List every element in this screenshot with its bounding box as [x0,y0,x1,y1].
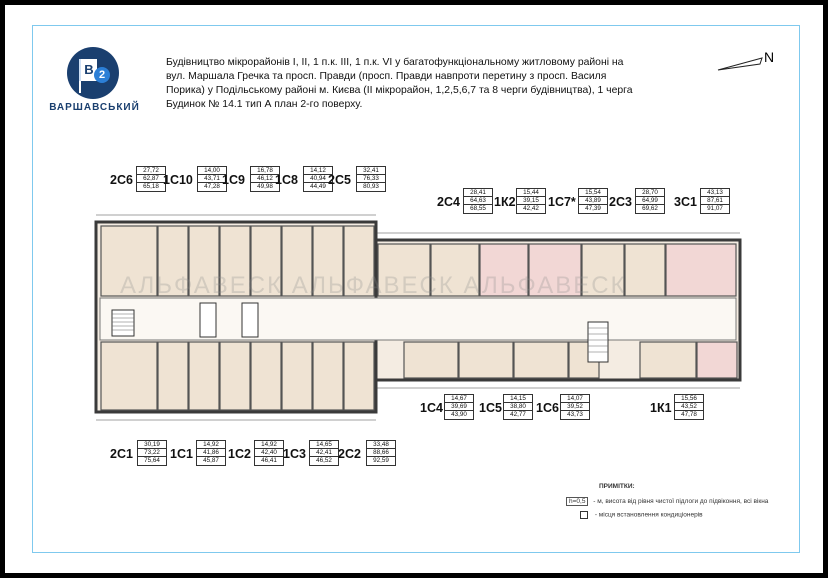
unit-card-1c3[interactable] [283,440,335,472]
legend-title: ПРИМІТКИ: [599,483,635,490]
unit-card-1c4[interactable] [420,394,472,426]
unit-card-1c8[interactable] [275,166,327,198]
unit-area-total: 43,52 [675,403,703,411]
unit-area-total: 39,15 [517,197,545,205]
unit-code: 1К2 [494,195,516,209]
unit-areas [137,440,167,466]
ac-square-icon [580,511,588,519]
unit-area-gross: 43,73 [567,411,583,419]
unit-areas [503,394,533,420]
unit-code: 2С3 [609,195,632,209]
unit-area-living: 14,15 [504,395,532,403]
unit-area-living: 14,92 [197,441,225,449]
logo-number: 2 [94,67,110,83]
unit-code: 2С2 [338,447,361,461]
unit-area-living: 16,78 [251,167,279,175]
unit-area-total: 64,63 [464,197,492,205]
unit-card-2c1[interactable] [110,440,160,472]
unit-card-1c2[interactable] [228,440,280,472]
unit-code: 2С1 [110,447,133,461]
description-line: Порика) у Подільському районі м. Києва (ІІ мікрорайон, 1,2,5,6,7 та 8 черги будівництва), 1 черга [166,85,633,96]
unit-code: 2С4 [437,195,460,209]
unit-areas [578,188,608,214]
unit-code: 1С1 [170,447,193,461]
unit-area-living: 14,65 [310,441,338,449]
unit-areas [516,188,546,214]
logo-letter: B [79,59,97,81]
unit-area-total: 43,71 [198,175,226,183]
unit-card-1k2[interactable] [494,188,546,220]
unit-area-gross: 47,28 [204,183,220,191]
unit-code: 1С8 [275,173,298,187]
unit-area-total: 87,61 [701,197,729,205]
legend-row-height [566,497,768,506]
unit-area-living: 28,41 [464,189,492,197]
unit-area-total: 73,22 [138,449,166,457]
unit-area-living: 15,54 [579,189,607,197]
unit-area-total: 42,41 [310,449,338,457]
unit-area-living: 15,44 [517,189,545,197]
unit-area-gross: 49,98 [257,183,273,191]
unit-areas [463,188,493,214]
unit-area-total: 62,87 [137,175,165,183]
unit-area-living: 14,07 [561,395,589,403]
unit-area-gross: 46,41 [261,457,277,465]
unit-card-2c5[interactable] [328,166,380,198]
unit-area-living: 15,56 [675,395,703,403]
unit-code: 2С6 [110,173,133,187]
unit-areas [254,440,284,466]
legend-ac-text: - місця встановлення кондиціонерів [594,511,703,519]
legend-h-label: h=0,5 [566,497,588,506]
unit-areas [444,394,474,420]
description-line: Будинок № 14.1 тип А план 2-го поверху. [166,99,363,110]
unit-code: 1С9 [222,173,245,187]
unit-areas [674,394,704,420]
unit-area-living: 14,92 [255,441,283,449]
watermark: АЛЬФАВЕСК АЛЬФАВЕСК АЛЬФАВЕСК [120,272,627,299]
brand-name: ВАРШАВСЬКИЙ [49,102,140,113]
unit-card-2c4[interactable] [437,188,489,220]
unit-area-total: 39,52 [561,403,589,411]
unit-code: 1С7* [548,195,576,209]
unit-area-gross: 43,90 [451,411,467,419]
legend-h-text: - м, висота від рівня чистої підлоги до підвіконня, всі вікна [593,498,769,505]
unit-area-living: 30,19 [138,441,166,449]
unit-areas [309,440,339,466]
unit-area-living: 14,00 [198,167,226,175]
unit-area-gross: 42,42 [523,205,539,213]
unit-area-gross: 42,77 [510,411,526,419]
description-line: Будівництво мікрорайонів І, ІІ, 1 п.к. ІІІ, 1 п.к. VІ у багатофункціональному житловому районі на [166,57,624,68]
unit-card-2c3[interactable] [609,188,667,220]
unit-area-total: 43,89 [579,197,607,205]
unit-code: 2С5 [328,173,351,187]
unit-area-total: 39,69 [445,403,473,411]
unit-areas [635,188,665,214]
unit-code: 1С6 [536,401,559,415]
unit-code: 1С4 [420,401,443,415]
unit-areas [196,440,226,466]
unit-card-1k1[interactable] [650,394,700,426]
unit-code: 1С2 [228,447,251,461]
description-line: вул. Маршала Гречка та просп. Правди (просп. Правди навпроти перетину з просп. Василя [166,71,607,82]
unit-card-2c2[interactable] [338,440,394,472]
unit-area-gross: 65,18 [143,183,159,191]
unit-card-1c10[interactable] [163,166,221,198]
north-label: N [764,49,775,65]
unit-areas [366,440,396,466]
unit-code: 1К1 [650,401,672,415]
unit-code: 1С10 [163,173,193,187]
unit-area-gross: 47,78 [681,411,697,419]
unit-code: 1С3 [283,447,306,461]
unit-area-total: 46,12 [251,175,279,183]
unit-area-gross: 68,55 [470,205,486,213]
unit-area-total: 76,33 [357,175,385,183]
unit-area-gross: 46,52 [316,457,332,465]
unit-area-total: 42,40 [255,449,283,457]
unit-code: 3С1 [674,195,697,209]
unit-area-living: 14,67 [445,395,473,403]
unit-card-1c1[interactable] [170,440,222,472]
unit-area-total: 88,66 [367,449,395,457]
unit-area-gross: 45,87 [203,457,219,465]
unit-area-gross: 80,93 [363,183,379,191]
unit-area-gross: 91,07 [707,205,723,213]
unit-card-1c6[interactable] [536,394,588,426]
unit-area-living: 43,13 [701,189,729,197]
unit-card-1c9[interactable] [222,166,274,198]
unit-area-living: 14,12 [304,167,332,175]
unit-area-gross: 44,49 [310,183,326,191]
unit-code: 1С5 [479,401,502,415]
unit-areas [356,166,386,192]
unit-card-1c5[interactable] [479,394,531,426]
unit-area-gross: 69,62 [642,205,658,213]
unit-card-3c1[interactable] [674,188,734,220]
unit-area-living: 28,70 [636,189,664,197]
unit-area-gross: 75,64 [144,457,160,465]
unit-area-living: 32,41 [357,167,385,175]
unit-area-total: 40,94 [304,175,332,183]
unit-area-living: 27,72 [137,167,165,175]
legend-row-ac [566,511,703,519]
unit-area-gross: 92,59 [373,457,389,465]
unit-area-gross: 47,39 [585,205,601,213]
unit-area-total: 41,86 [197,449,225,457]
unit-areas [700,188,730,214]
unit-area-living: 33,48 [367,441,395,449]
unit-areas [560,394,590,420]
unit-card-1c7[interactable] [548,188,606,220]
unit-card-2c6[interactable] [110,166,160,198]
unit-areas [136,166,166,192]
unit-area-total: 38,80 [504,403,532,411]
unit-area-total: 64,99 [636,197,664,205]
